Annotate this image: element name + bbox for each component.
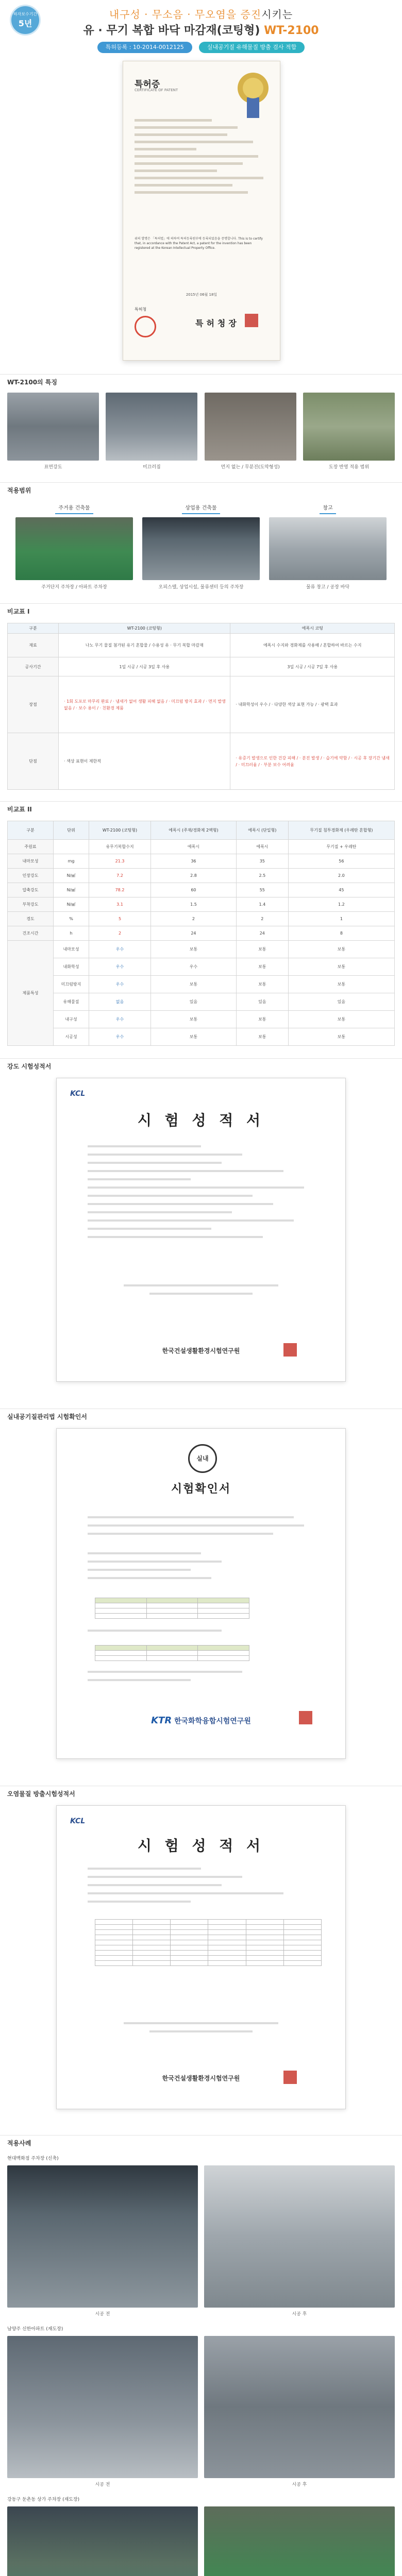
commissioner: 특허청장 [195, 318, 240, 328]
report-line [88, 1679, 191, 1681]
feature-photo [303, 393, 395, 461]
cert-line [135, 155, 258, 158]
scope-label: 상업용 건축물 [182, 503, 220, 514]
table-head-cell: 단위 [54, 821, 89, 840]
features-title: WT-2100의 특징 [0, 374, 402, 389]
report-line [88, 1195, 253, 1197]
cert-line [135, 119, 212, 122]
office-emblem-icon [135, 316, 156, 337]
cert-line [135, 126, 238, 129]
red-stamp-icon [299, 1711, 312, 1724]
table-head-cell: 에폭시 (주재/경화제 2액형) [151, 821, 237, 840]
table-head-cell: 구분 [8, 821, 54, 840]
certificate-paragraph: 위의 발명은 「특허법」에 의하여 특허등록원부에 등록되었음을 증명합니다. This is to certify that, in accordance with the Patent Act, a patent for the invention has been registered at the Korean Intellectual Property Office. [135, 237, 263, 250]
report-line [88, 1228, 211, 1230]
table-cell: 1.4 [236, 897, 288, 912]
report-heading: 시 험 성 적 서 [137, 1837, 265, 1854]
table-key-cell: 인장강도 [8, 869, 54, 883]
patent-certificate [123, 61, 280, 361]
case-photo [204, 2506, 395, 2576]
case-caption: 시공 후 [292, 2482, 307, 2487]
table-cell: 보통 [288, 1028, 394, 1046]
scope-item [15, 502, 133, 590]
table-head-cell: WT-2100 (코팅형) [59, 623, 230, 634]
report-line [88, 1162, 222, 1164]
table-row [8, 883, 395, 897]
table-cell: 8 [288, 926, 394, 941]
certificate-section [0, 61, 402, 369]
air-quality-section [0, 1402, 402, 1759]
table-head-cell: 구분 [8, 623, 59, 634]
report-line [88, 1868, 201, 1870]
header [0, 0, 402, 61]
kcl-logo: KCL [70, 1090, 86, 1098]
table-head-cell: 무기질 침투경화제 (우레탄 혼합형) [288, 821, 394, 840]
table-row [8, 657, 395, 676]
air-quality-pill: 실내공기질 유해물질 방출 검사 적합 [199, 42, 305, 53]
report-line [88, 1561, 222, 1563]
strength-report-section [0, 1052, 402, 1382]
case-item [204, 2336, 395, 2487]
table-cell: 2 [89, 926, 151, 941]
table-cell: 56 [288, 854, 394, 869]
report-line [124, 1284, 278, 1286]
doc2-title: 실내공기질관리법 시험확인서 [0, 1409, 402, 1424]
table-cell: 55 [236, 883, 288, 897]
feature-caption: 표면강도 [44, 465, 62, 470]
report-line [88, 1884, 222, 1886]
feature-item [205, 393, 296, 470]
table-cell: 78.2 [89, 883, 151, 897]
report-line [88, 1671, 242, 1673]
table-cell: 있음 [288, 993, 394, 1011]
table-cell: 보통 [288, 958, 394, 976]
table-cell: · 내화학성이 우수 / · 다양한 색상 표현 가능 / · 광택 효과 [230, 676, 395, 733]
feature-photo [205, 393, 296, 461]
cert-line [135, 141, 253, 143]
table-head-cell: 에폭시 (단일형) [236, 821, 288, 840]
compare1-title: 비교표 I [0, 603, 402, 619]
scope-list [0, 498, 402, 598]
badge-top: 하자보수기간 [13, 12, 38, 16]
scope-caption: 주거단지 주차장 / 아파트 주차장 [41, 585, 107, 590]
report-line [88, 1145, 201, 1147]
case-item [7, 2506, 198, 2576]
table-cell: 나노 무기 물질 첨가된 유기 혼합물 / 수용성 유 · 무기 복합 마감재 [59, 634, 230, 657]
scope-section [0, 477, 402, 598]
headline-a: 내구성 · 무소음 · 무오염을 증진 [109, 8, 262, 21]
table-cell: 에폭시 [236, 840, 288, 854]
table-cell: 보통 [236, 941, 288, 958]
table-cell: 24 [151, 926, 237, 941]
report-footer: 한국건설생활환경시험연구원 [162, 1347, 240, 1354]
table-cell: 60 [151, 883, 237, 897]
cases-title: 적용사례 [0, 2135, 402, 2150]
case-group [0, 2504, 402, 2576]
table-key-cell: 미끄럼방지 [54, 976, 89, 993]
table-row [8, 634, 395, 657]
feature-caption: 도장 반영 적용 범위 [328, 465, 370, 470]
table-unit-cell: % [54, 912, 89, 926]
report-line [88, 1154, 242, 1156]
result-table [95, 1919, 322, 1966]
table-key-cell: 부착강도 [8, 897, 54, 912]
table-key-cell: 단점 [8, 733, 59, 790]
doc3-title: 오염물질 방출시험성적서 [0, 1786, 402, 1801]
table-group-cell: 제품특성 [8, 941, 54, 1046]
table-cell: 보통 [151, 941, 237, 958]
report-line [88, 1569, 191, 1571]
table-row [8, 854, 395, 869]
report-line [88, 1577, 211, 1579]
table-row [8, 1028, 395, 1046]
table-cell: 1.5 [151, 897, 237, 912]
case-item [7, 2336, 198, 2487]
scope-label: 창고 [320, 503, 336, 514]
kcl-logo: KCL [70, 1817, 86, 1825]
scope-caption: 오피스텔, 상업시설, 물류센터 등의 주차장 [158, 585, 244, 590]
red-stamp-icon [245, 314, 258, 327]
table-key-cell: 내마모성 [54, 941, 89, 958]
table-key-cell: 내마모성 [8, 854, 54, 869]
certificate-title: 특허증 [135, 79, 160, 90]
table-row [8, 926, 395, 941]
table-key-cell: 내화학성 [54, 958, 89, 976]
report-line [88, 1178, 191, 1180]
certificate-office: 특허청 [135, 307, 147, 312]
report-line [88, 1630, 222, 1632]
report-line [88, 1901, 191, 1903]
table-row [8, 912, 395, 926]
cert-line [135, 184, 232, 187]
table-cell: 유무기복합수지 [89, 840, 151, 854]
table-key-cell: 압축강도 [8, 883, 54, 897]
table-key-cell: 공사기간 [8, 657, 59, 676]
cert-line [135, 177, 263, 179]
subline [0, 22, 402, 38]
case-caption: 시공 전 [95, 2482, 110, 2487]
case-heading: 현대백화점 주차장 (신축) [7, 2156, 59, 2161]
report-line [88, 1170, 283, 1172]
features-section [0, 369, 402, 477]
feature-item [303, 393, 395, 470]
table-head-cell: WT-2100 (코팅형) [89, 821, 151, 840]
table-unit-cell: mg [54, 854, 89, 869]
certificate-date: 2015년 06월 18일 [186, 293, 217, 297]
feature-caption: 미끄러짐 [142, 465, 161, 470]
certificate-title-en: CERTIFICATE OF PATENT [135, 88, 178, 92]
table-row [8, 840, 395, 854]
cases-section [0, 2130, 402, 2576]
case-item [7, 2165, 198, 2317]
case-group [0, 2163, 402, 2321]
compare2-title: 비교표 II [0, 801, 402, 817]
indoor-seal-icon: 실내 [188, 1444, 217, 1473]
table-cell: 우수 [151, 958, 237, 976]
case-photo [204, 2336, 395, 2478]
case-item [204, 2506, 395, 2576]
red-stamp-icon [283, 2071, 297, 2084]
table-row [8, 1011, 395, 1028]
compare1-table [7, 623, 395, 790]
cert-line [135, 170, 217, 172]
table-cell: 없음 [89, 993, 151, 1011]
patent-pill: 특허등록 : 10-2014-0012125 [97, 42, 192, 53]
table-row [8, 941, 395, 958]
scope-item [269, 502, 387, 590]
result-table [95, 1645, 249, 1661]
table-cell: 보통 [236, 1028, 288, 1046]
table-cell: 보통 [236, 1011, 288, 1028]
case-photo [204, 2165, 395, 2308]
table-cell: 2.8 [151, 869, 237, 883]
table-cell: 2 [151, 912, 237, 926]
gold-seal-icon [238, 73, 269, 104]
table-cell: 보통 [236, 958, 288, 976]
headline [0, 6, 402, 21]
feature-photo [106, 393, 197, 461]
report-line [88, 1203, 273, 1205]
table-cell: 에폭시 수지와 경화제를 사용해 / 혼합하여 바르는 수지 [230, 634, 395, 657]
case-photo [7, 2165, 198, 2308]
table-cell: 1.2 [288, 897, 394, 912]
table-cell: 우수 [89, 941, 151, 958]
case-group [0, 2334, 402, 2492]
table-header-row [8, 821, 395, 840]
table-cell: 24 [236, 926, 288, 941]
table-cell: 있음 [151, 993, 237, 1011]
report-line [88, 1187, 304, 1189]
feature-caption: 먼지 없는 / 무분진(도막형성) [221, 465, 280, 470]
headline-b: 시키는 [261, 8, 293, 21]
table-cell: 무기질 + 우레탄 [288, 840, 394, 854]
ktr-name: 한국화학융합시험연구원 [174, 1717, 251, 1725]
table-row [8, 676, 395, 733]
table-key-cell: 내구성 [54, 1011, 89, 1028]
table-unit-cell: N/㎟ [54, 883, 89, 897]
table-cell: 보통 [288, 941, 394, 958]
feature-list [0, 389, 402, 477]
table-cell: 보통 [151, 1028, 237, 1046]
report-footer: 한국건설생활환경시험연구원 [162, 2075, 240, 2082]
case-caption: 시공 후 [292, 2312, 307, 2317]
feature-item [106, 393, 197, 470]
badge-main: 5년 [18, 19, 32, 28]
table-cell: 2 [236, 912, 288, 926]
compare2-section [0, 796, 402, 1046]
table-cell: 보통 [288, 1011, 394, 1028]
table-cell: 2.5 [236, 869, 288, 883]
table-cell: 보통 [151, 1011, 237, 1028]
scope-photo [142, 517, 260, 580]
table-unit-cell: N/㎟ [54, 897, 89, 912]
report-line [88, 1533, 273, 1535]
confirmation-document [56, 1428, 346, 1759]
cert-line [135, 162, 243, 165]
subline-a: 유 · 무기 복합 바닥 마감재(코팅형) [83, 24, 260, 37]
scope-caption: 물류 창고 / 공장 바닥 [306, 585, 350, 590]
report-line [88, 1876, 242, 1878]
table-key-cell: 경도 [8, 912, 54, 926]
case-caption: 시공 전 [95, 2312, 110, 2317]
table-cell: 보통 [151, 976, 237, 993]
scope-item [142, 502, 260, 590]
table-cell: 7.2 [89, 869, 151, 883]
table-cell: 36 [151, 854, 237, 869]
case-item [204, 2165, 395, 2317]
feature-item [7, 393, 99, 470]
table-cell: 우수 [89, 1011, 151, 1028]
case-photo [7, 2506, 198, 2576]
table-cell: 보통 [236, 976, 288, 993]
table-unit-cell [54, 840, 89, 854]
scope-label: 주거용 건축물 [55, 503, 93, 514]
result-table [95, 1598, 249, 1619]
confirmation-heading: 시험확인서 [171, 1483, 231, 1496]
table-cell: 에폭시 [151, 840, 237, 854]
emission-report-section [0, 1780, 402, 2109]
table-cell: 우수 [89, 976, 151, 993]
case-heading: 강동구 둔촌동 상가 주차장 (재도장) [7, 2497, 80, 2502]
table-cell: 우수 [89, 1028, 151, 1046]
report-line [88, 1516, 294, 1518]
table-key-cell: 건조시간 [8, 926, 54, 941]
doc1-title: 강도 시험성적서 [0, 1058, 402, 1074]
table-cell: 35 [236, 854, 288, 869]
cert-line [135, 133, 227, 136]
table-row [8, 958, 395, 976]
emission-report-document [56, 1805, 346, 2109]
table-cell: · 색상 표현이 제한적 [59, 733, 230, 790]
table-row [8, 869, 395, 883]
report-line [88, 1892, 283, 1894]
table-cell: 3.1 [89, 897, 151, 912]
table-key-cell: 유해물질 [54, 993, 89, 1011]
table-cell: 1일 시공 / 시공 3일 후 사용 [59, 657, 230, 676]
compare2-table [7, 821, 395, 1046]
table-cell: 21.3 [89, 854, 151, 869]
scope-title: 적용범위 [0, 482, 402, 498]
table-row [8, 733, 395, 790]
table-row [8, 976, 395, 993]
report-line [149, 2030, 253, 2032]
table-unit-cell: h [54, 926, 89, 941]
test-report-document [56, 1078, 346, 1382]
pill-row [0, 41, 402, 53]
report-line [88, 1524, 304, 1527]
table-cell: · 1회 도포로 마무리 완료 / · 냄새가 없어 생활 피해 없음 / · 미끄럼 방지 효과 / · 먼지 발생 없음 / · 보수 용이 / · 친환경 제품 [59, 676, 230, 733]
table-unit-cell: N/㎟ [54, 869, 89, 883]
table-cell: 1 [288, 912, 394, 926]
report-line [88, 1552, 201, 1554]
case-heading: 남양주 신한아파트 (재도장) [7, 2327, 63, 2332]
table-key-cell: 장점 [8, 676, 59, 733]
table-row [8, 897, 395, 912]
report-line [124, 2022, 278, 2024]
table-cell: 보통 [288, 976, 394, 993]
table-head-cell: 에폭시 코팅 [230, 623, 395, 634]
report-line [88, 1236, 263, 1238]
cert-line [135, 148, 196, 150]
compare1-section [0, 598, 402, 790]
cert-line [135, 191, 248, 194]
feature-photo [7, 393, 99, 461]
report-line [88, 1219, 294, 1222]
table-cell: 있음 [236, 993, 288, 1011]
case-photo [7, 2336, 198, 2478]
table-cell: · 유증기 발생으로 인한 건강 피해 / · 분진 발생 / · 습기에 약함 / · 시공 후 장기간 냄새 / · 미끄러움 / · 부분 보수 어려움 [230, 733, 395, 790]
subline-b: WT-2100 [264, 24, 319, 37]
table-key-cell: 주원료 [8, 840, 54, 854]
red-stamp-icon [283, 1343, 297, 1357]
report-line [88, 1211, 232, 1213]
scope-photo [269, 517, 387, 580]
report-heading: 시 험 성 적 서 [137, 1112, 265, 1129]
table-cell: 5 [89, 912, 151, 926]
table-cell: 2.0 [288, 869, 394, 883]
scope-photo [15, 517, 133, 580]
table-header-row [8, 623, 395, 634]
table-cell: 우수 [89, 958, 151, 976]
table-row [8, 993, 395, 1011]
table-key-cell: 재료 [8, 634, 59, 657]
table-cell: 3일 시공 / 시공 7일 후 사용 [230, 657, 395, 676]
ktr-logo: KTR [151, 1715, 172, 1726]
table-cell: 45 [288, 883, 394, 897]
table-key-cell: 시공성 [54, 1028, 89, 1046]
report-line [149, 1293, 253, 1295]
